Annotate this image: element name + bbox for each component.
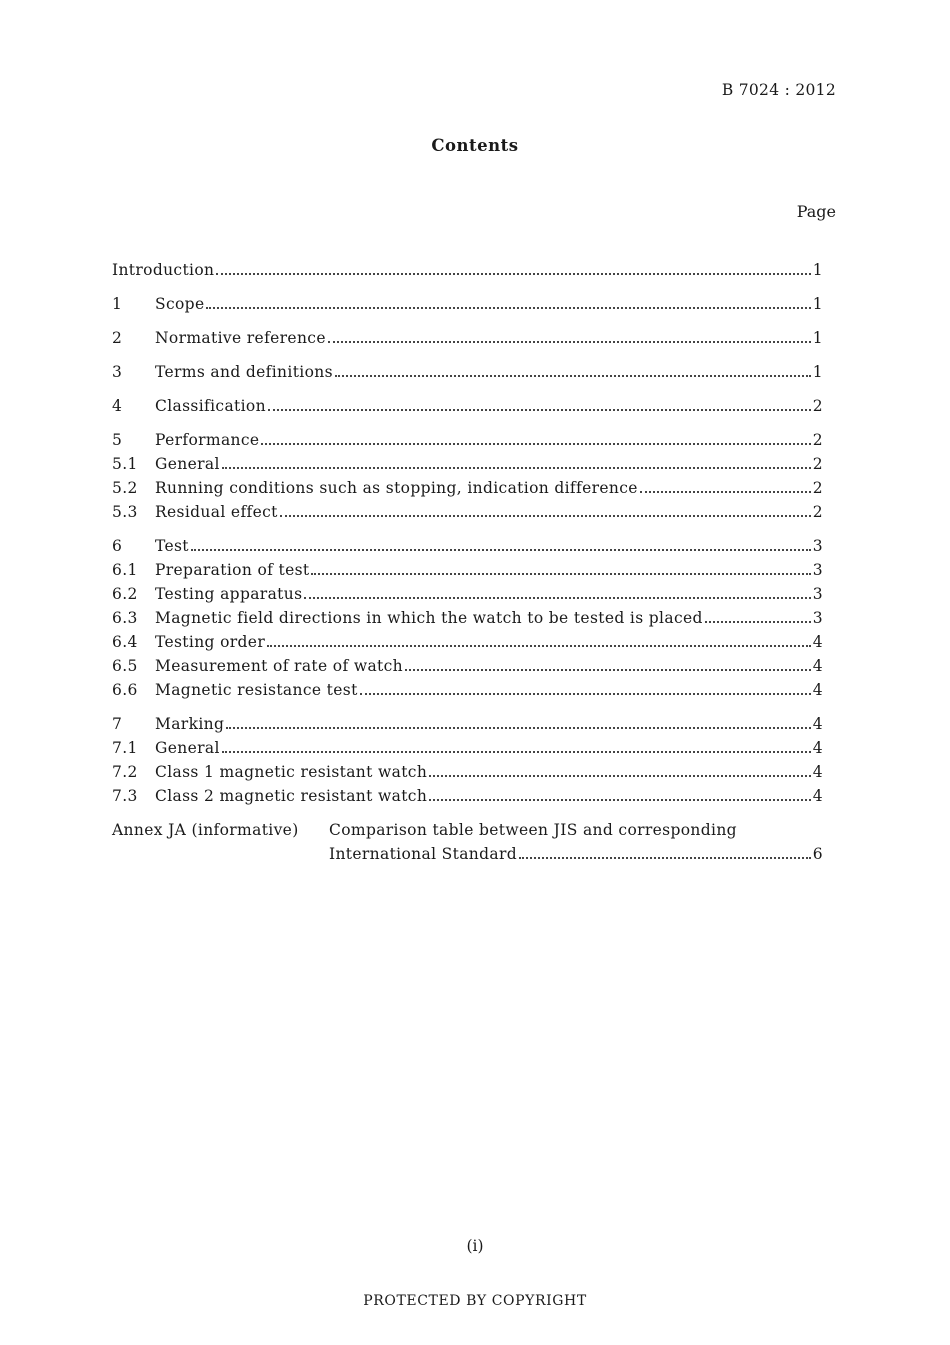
toc-entry[interactable]: [112, 394, 823, 418]
toc-leader-dots: [705, 621, 811, 623]
toc-entry-page: 3: [812, 609, 823, 627]
toc-entry-title: Class 1 magnetic resistant watch: [155, 763, 428, 781]
toc-entry-page: 1: [812, 363, 823, 381]
annex-page: 6: [812, 845, 823, 863]
toc-entry[interactable]: [112, 630, 823, 654]
annex-title-line1: Comparison table between JIS and corresponding: [329, 821, 737, 839]
toc-entry-title: Measurement of rate of watch: [155, 657, 403, 675]
toc-leader-dots: [222, 467, 811, 469]
toc-entry[interactable]: [112, 558, 823, 582]
toc-leader-dots: [328, 341, 811, 343]
toc-entry-number: 6.6: [112, 681, 138, 699]
page-number: (i): [466, 1237, 484, 1255]
toc-entry[interactable]: [112, 326, 823, 350]
toc-entry[interactable]: [112, 360, 823, 384]
toc-entry-title: Marking: [155, 715, 225, 733]
toc-leader-dots: [216, 273, 810, 275]
toc-entry[interactable]: [112, 476, 823, 500]
toc-entry-title: Magnetic field directions in which the watch to be tested is placed: [155, 609, 703, 627]
toc-entry-number: 5: [112, 431, 123, 449]
toc-entry-number: 7.1: [112, 739, 138, 757]
toc-section-group: [112, 534, 823, 702]
toc-entry-number: 7.2: [112, 763, 138, 781]
standard-number: B 7024 : 2012: [721, 81, 836, 99]
toc-entry[interactable]: [112, 736, 823, 760]
page-column-label: Page: [796, 202, 836, 221]
toc-entry-page: 4: [812, 657, 823, 675]
toc-leader-dots: [304, 597, 810, 599]
toc-entry-page: 3: [812, 585, 823, 603]
toc-entry[interactable]: [112, 606, 823, 630]
toc-leader-dots: [280, 515, 811, 517]
toc-entry-number: 3: [112, 363, 123, 381]
toc-entry-page: 4: [812, 633, 823, 651]
toc-entry-title: Scope: [155, 295, 205, 313]
toc-section-group: [112, 326, 823, 350]
toc-entry-title: Introduction: [112, 261, 215, 279]
toc-entry[interactable]: [112, 500, 823, 524]
toc-entry-number: 5.2: [112, 479, 138, 497]
toc-entry-page: 2: [812, 431, 823, 449]
toc-section-group: [112, 394, 823, 418]
toc-entry[interactable]: [112, 712, 823, 736]
toc-entry-title: Testing apparatus: [155, 585, 303, 603]
toc-entry-page: 2: [812, 455, 823, 473]
toc-leader-dots: [226, 727, 811, 729]
toc-leader-dots: [267, 645, 811, 647]
toc-leader-dots: [335, 375, 811, 377]
toc-entry[interactable]: [112, 582, 823, 606]
toc-entry[interactable]: [112, 784, 823, 808]
toc-entry-number: 6.4: [112, 633, 138, 651]
toc-entry-number: 1: [112, 295, 123, 313]
toc-entry[interactable]: [112, 678, 823, 702]
toc-entry-number: 5.1: [112, 455, 138, 473]
toc-entry-number: 7.3: [112, 787, 138, 805]
annex-label: Annex JA (informative): [112, 821, 299, 839]
toc-entry-title: Terms and definitions: [155, 363, 333, 381]
toc-entry-title: Performance: [155, 431, 260, 449]
toc-entry-title: Test: [155, 537, 189, 555]
toc-entry-page: 3: [812, 561, 823, 579]
toc-entry-number: 7: [112, 715, 123, 733]
toc-entry-page: 4: [812, 739, 823, 757]
annex-title-block: [329, 818, 823, 866]
toc-entry-title: Classification: [155, 397, 266, 415]
toc-entry-title: Class 2 magnetic resistant watch: [155, 787, 428, 805]
toc-entry[interactable]: [112, 292, 823, 316]
toc-leader-dots: [429, 799, 811, 801]
table-of-contents: [112, 258, 823, 866]
toc-entry-title: General: [155, 455, 220, 473]
toc-entry-number: 6.1: [112, 561, 138, 579]
toc-leader-dots: [640, 491, 811, 493]
toc-entry-page: 3: [812, 537, 823, 555]
toc-entry-page: 2: [812, 503, 823, 521]
toc-entry[interactable]: [112, 428, 823, 452]
annex-title-line2: International Standard: [329, 845, 518, 863]
toc-entry-page: 1: [812, 261, 823, 279]
toc-entry-title: Preparation of test: [155, 561, 310, 579]
toc-section-group: [112, 712, 823, 808]
toc-entry-annex-ja[interactable]: [112, 818, 823, 866]
toc-entry-title: General: [155, 739, 220, 757]
toc-entry-page: 4: [812, 763, 823, 781]
toc-entry-page: 1: [812, 295, 823, 313]
toc-entry-page: 4: [812, 787, 823, 805]
contents-title: Contents: [431, 136, 519, 155]
toc-entry-number: 2: [112, 329, 123, 347]
toc-entry[interactable]: [112, 760, 823, 784]
toc-entry-title: Testing order: [155, 633, 266, 651]
toc-entry-introduction[interactable]: [112, 258, 823, 282]
toc-entry-number: 6.5: [112, 657, 138, 675]
toc-sections: [112, 292, 823, 808]
toc-section-group: [112, 292, 823, 316]
toc-leader-dots: [222, 751, 811, 753]
toc-entry-page: 2: [812, 479, 823, 497]
toc-section-group: [112, 360, 823, 384]
toc-entry[interactable]: [112, 654, 823, 678]
toc-entry-page: 4: [812, 715, 823, 733]
toc-leader-dots: [519, 857, 811, 859]
toc-entry-title: Magnetic resistance test: [155, 681, 358, 699]
annex-title-line2-row: [329, 842, 823, 866]
toc-leader-dots: [268, 409, 811, 411]
toc-entry-title: Running conditions such as stopping, indication difference: [155, 479, 638, 497]
toc-entry-page: 4: [812, 681, 823, 699]
toc-entry-page: 1: [812, 329, 823, 347]
toc-leader-dots: [311, 573, 810, 575]
toc-leader-dots: [429, 775, 811, 777]
toc-entry-title: Normative reference: [155, 329, 326, 347]
toc-entry-number: 4: [112, 397, 123, 415]
toc-leader-dots: [405, 669, 811, 671]
toc-entry-title: Residual effect: [155, 503, 278, 521]
toc-entry[interactable]: [112, 534, 823, 558]
copyright-notice: PROTECTED BY COPYRIGHT: [363, 1293, 587, 1309]
toc-leader-dots: [360, 693, 811, 695]
toc-section-group: [112, 428, 823, 524]
toc-entry-page: 2: [812, 397, 823, 415]
toc-entry-number: 5.3: [112, 503, 138, 521]
toc-leader-dots: [206, 307, 810, 309]
toc-entry[interactable]: [112, 452, 823, 476]
toc-entry-number: 6.2: [112, 585, 138, 603]
toc-leader-dots: [191, 549, 811, 551]
toc-entry-number: 6: [112, 537, 123, 555]
toc-leader-dots: [261, 443, 810, 445]
toc-entry-number: 6.3: [112, 609, 138, 627]
